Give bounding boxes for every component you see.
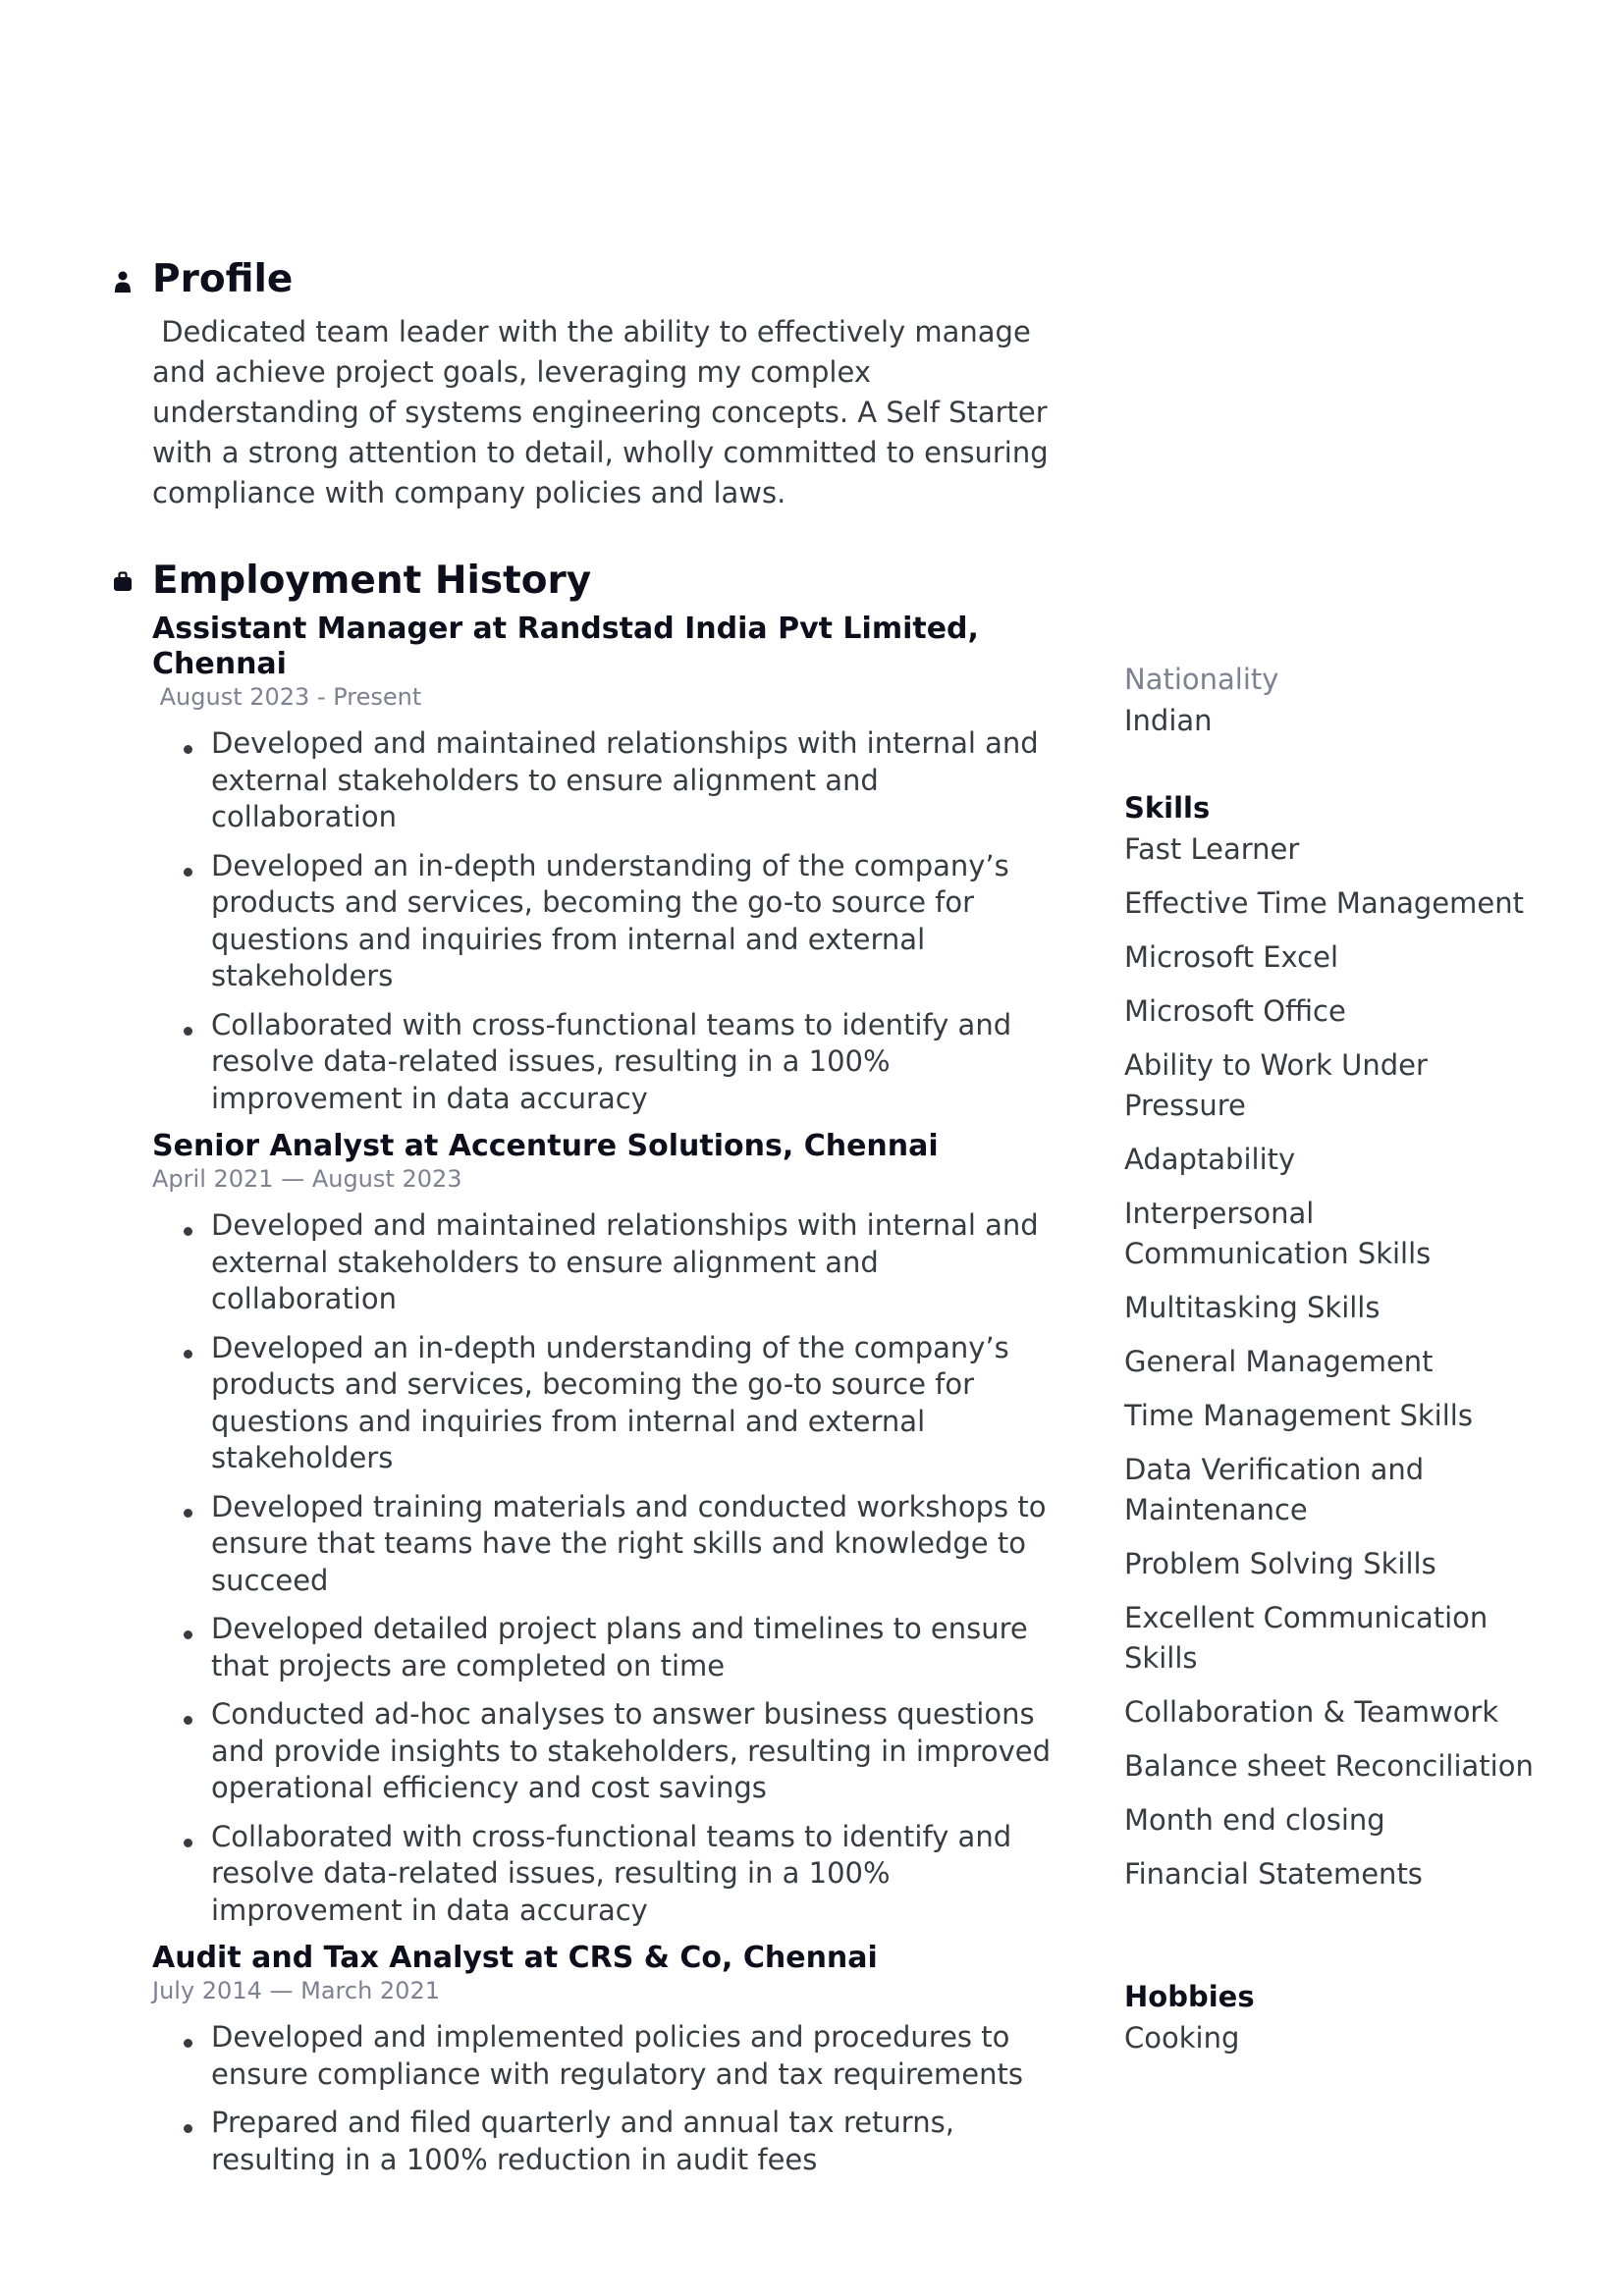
- skill-item: Interpersonal Communication Skills: [1124, 1197, 1432, 1270]
- job-title: Audit and Tax Analyst at CRS & Co, Chennai: [152, 1941, 878, 1975]
- skill-item: Effective Time Management: [1124, 886, 1524, 920]
- skill-item: Month end closing: [1124, 1803, 1385, 1837]
- skill-item: Collaboration & Teamwork: [1124, 1695, 1499, 1729]
- job-title: Senior Analyst at Accenture Solutions, Chennai: [152, 1129, 939, 1163]
- sidebar: [1124, 660, 1546, 2057]
- job-dates: July 2014 — March 2021: [152, 1977, 440, 2004]
- job-dates: April 2021 — August 2023: [152, 1165, 462, 1193]
- job-bullets: [152, 725, 1065, 1117]
- skill-item: Time Management Skills: [1124, 1399, 1473, 1432]
- nationality-label: Nationality: [1124, 663, 1279, 696]
- job-entry: [152, 612, 1065, 1117]
- bullet-item: Collaborated with cross-functional teams to identify and resolve data-related issues, resulting in a 100% improvement in data accuracy: [211, 1007, 1065, 1118]
- nationality-value: Indian: [1124, 704, 1213, 737]
- skills-heading: Skills: [1124, 791, 1211, 825]
- profile-summary: Dedicated team leader with the ability to effectively manage and achieve project goals, leveraging my complex understanding of systems engineering concepts. A Self Starter with a strong attention to detail, wholly committed to ensuring compliance with company policies and laws.: [152, 315, 1057, 509]
- bullet-item: Developed an in-depth understanding of the company’s products and services, becoming the go-to source for questions and inquiries from internal and external stakeholders: [211, 848, 1065, 995]
- job-entry: [152, 1941, 1065, 2178]
- bullet-item: Developed an in-depth understanding of the company’s products and services, becoming the go-to source for questions and inquiries from internal and external stakeholders: [211, 1330, 1065, 1477]
- skill-item: Financial Statements: [1124, 1857, 1423, 1891]
- employment-heading-text: Employment History: [152, 559, 592, 603]
- skill-item: Excellent Communication Skills: [1124, 1601, 1489, 1675]
- bullet-item: Developed training materials and conducted workshops to ensure that teams have the right skills and knowledge to succeed: [211, 1489, 1065, 1600]
- bullet-item: Collaborated with cross-functional teams to identify and resolve data-related issues, resulting in a 100% improvement in data accuracy: [211, 1819, 1065, 1930]
- main-column: [152, 255, 1065, 2190]
- skill-item: Microsoft Office: [1124, 994, 1346, 1028]
- bullet-item: Developed and maintained relationships with internal and external stakeholders to ensure alignment and collaboration: [211, 725, 1065, 836]
- bullet-item: Conducted ad-hoc analyses to answer business questions and provide insights to stakeholders, resulting in improved operational efficiency and cost savings: [211, 1696, 1065, 1807]
- employment-section: [152, 557, 1065, 2178]
- job-bullets: [152, 2019, 1065, 2178]
- job-entry: [152, 1129, 1065, 1929]
- profile-heading-text: Profile: [152, 257, 294, 301]
- job-dates: August 2023 - Present: [152, 683, 422, 711]
- hobby-item: Cooking: [1124, 2021, 1240, 2055]
- skill-item: Balance sheet Reconciliation: [1124, 1749, 1534, 1783]
- skill-item: Fast Learner: [1124, 832, 1300, 866]
- briefcase-icon: [113, 569, 133, 593]
- job-title: Assistant Manager at Randstad India Pvt Limited, Chennai: [152, 612, 979, 681]
- hobbies-heading: Hobbies: [1124, 1980, 1255, 2013]
- person-icon: [113, 270, 133, 294]
- employment-heading: [152, 557, 1065, 606]
- job-bullets: [152, 1207, 1065, 1929]
- skill-item: Adaptability: [1124, 1143, 1296, 1176]
- bullet-item: Developed and implemented policies and procedures to ensure compliance with regulatory and tax requirements: [211, 2019, 1065, 2093]
- skill-item: Microsoft Excel: [1124, 940, 1339, 974]
- profile-heading: [152, 255, 1065, 304]
- bullet-item: Developed and maintained relationships with internal and external stakeholders to ensure alignment and collaboration: [211, 1207, 1065, 1318]
- skill-item: Problem Solving Skills: [1124, 1547, 1436, 1580]
- skill-item: Multitasking Skills: [1124, 1291, 1380, 1324]
- skill-item: Data Verification and Maintenance: [1124, 1453, 1425, 1526]
- skill-item: Ability to Work Under Pressure: [1124, 1048, 1428, 1122]
- bullet-item: Prepared and filed quarterly and annual tax returns, resulting in a 100% reduction in audit fees: [211, 2105, 1065, 2178]
- bullet-item: Developed detailed project plans and timelines to ensure that projects are completed on time: [211, 1611, 1065, 1684]
- skill-item: General Management: [1124, 1345, 1434, 1378]
- profile-section: [152, 255, 1065, 513]
- skills-list: [1124, 829, 1546, 1895]
